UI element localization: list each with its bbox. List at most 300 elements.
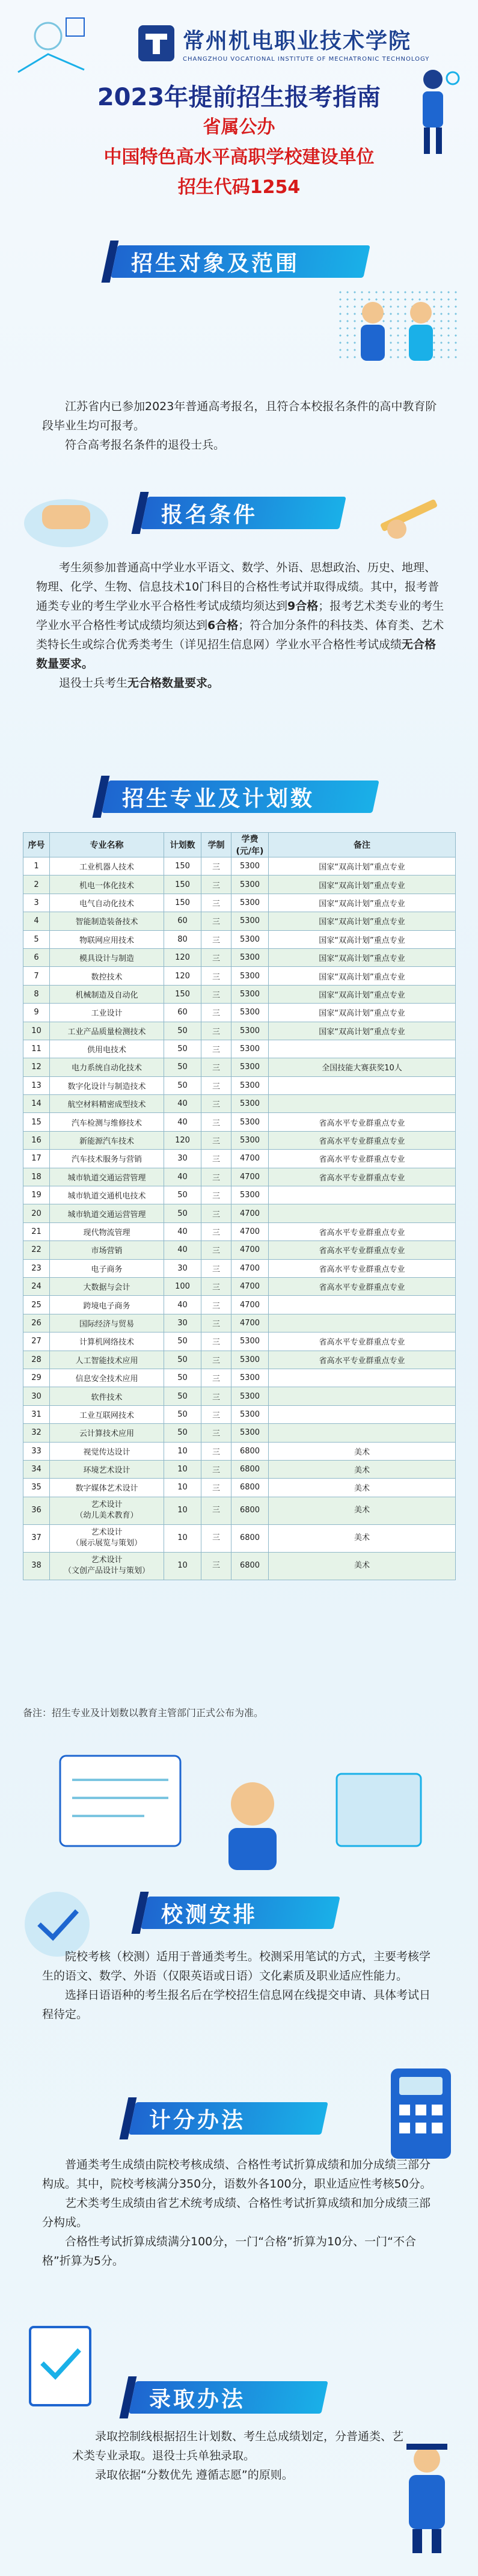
table-cell: 5300 xyxy=(231,930,269,948)
table-cell xyxy=(269,1204,456,1222)
paragraph: 江苏省内已参加2023年普通高考报名，且符合本校报名条件的高中教育阶段毕业生均可报考。 xyxy=(42,400,437,432)
table-cell xyxy=(269,1186,456,1204)
table-cell: 40 xyxy=(164,1222,201,1240)
table-cell: 三 xyxy=(201,1204,231,1222)
table-cell: 全国技能大赛获奖10人 xyxy=(269,1058,456,1076)
section-body-scoring xyxy=(42,2155,439,2271)
table-row xyxy=(23,1113,456,1131)
table-row xyxy=(23,1405,456,1423)
table-cell: 4700 xyxy=(231,1314,269,1332)
table-cell: 5300 xyxy=(231,985,269,1003)
table-cell: 10 xyxy=(23,1022,50,1040)
table-cell: 4700 xyxy=(231,1222,269,1240)
table-cell: 汽车技术服务与营销 xyxy=(50,1150,164,1168)
pencil-hand-icon xyxy=(373,481,451,547)
table-cell: 云计算技术应用 xyxy=(50,1424,164,1442)
table-cell: 30 xyxy=(164,1314,201,1332)
table-cell: 工业互联网技术 xyxy=(50,1405,164,1423)
table-cell: 37 xyxy=(23,1524,50,1552)
table-cell: 三 xyxy=(201,1004,231,1022)
table-cell: 省高水平专业群重点专业 xyxy=(269,1241,456,1259)
table-cell: 26 xyxy=(23,1314,50,1332)
table-cell: 4700 xyxy=(231,1241,269,1259)
table-cell: 城市轨道交通机电技术 xyxy=(50,1186,164,1204)
text-span: ；符合加分条件的科技类、体育类、艺术类特长生或综合优秀类考生（详见招生信息网）学业水平合格性考试成绩 xyxy=(36,619,444,651)
table-cell: 31 xyxy=(23,1405,50,1423)
table-cell: 13 xyxy=(23,1076,50,1094)
table-row xyxy=(23,1241,456,1259)
bold-text: 6合格 xyxy=(207,619,239,632)
table-row xyxy=(23,1058,456,1076)
table-cell: 三 xyxy=(201,1387,231,1405)
table-cell: 三 xyxy=(201,1369,231,1387)
table-cell: 5300 xyxy=(231,1351,269,1369)
table-cell: 5300 xyxy=(231,1405,269,1423)
table-cell: 50 xyxy=(164,1369,201,1387)
table-cell: 80 xyxy=(164,930,201,948)
table-cell xyxy=(269,1076,456,1094)
section-body-conditions xyxy=(36,558,445,693)
table-row xyxy=(23,1150,456,1168)
table-row xyxy=(23,1076,456,1094)
subtitle-line-3: 招生代码1254 xyxy=(177,177,301,198)
table-cell: 5300 xyxy=(231,1076,269,1094)
table-cell: 省高水平专业群重点专业 xyxy=(269,1351,456,1369)
section-title-admission: 录取办法 xyxy=(149,2387,246,2412)
table-header-cell: 学制 xyxy=(201,833,231,857)
table-cell: 美术 xyxy=(269,1479,456,1497)
table-cell: 省高水平专业群重点专业 xyxy=(269,1277,456,1295)
table-cell: 视觉传达设计 xyxy=(50,1442,164,1460)
table-row xyxy=(23,1040,456,1058)
table-cell: 国家“双高计划”重点专业 xyxy=(269,876,456,894)
header xyxy=(0,0,478,216)
table-cell: 市场营销 xyxy=(50,1241,164,1259)
table-cell: 三 xyxy=(201,1405,231,1423)
table-cell: 16 xyxy=(23,1131,50,1149)
table-cell: 150 xyxy=(164,985,201,1003)
table-row xyxy=(23,894,456,912)
table-cell: 三 xyxy=(201,1040,231,1058)
section-banner-targets xyxy=(114,241,367,283)
table-cell: 国家“双高计划”重点专业 xyxy=(269,948,456,966)
table-cell: 三 xyxy=(201,967,231,985)
table-cell: 4700 xyxy=(231,1150,269,1168)
table-row xyxy=(23,1424,456,1442)
table-row xyxy=(23,1296,456,1314)
table-cell: 5300 xyxy=(231,948,269,966)
text-span: 考生须参加普通高中学业水平语文、数学、外语、思想政治、历史、地理、物理、化学、生物、信息技术10门科目的合格性考试并取得成绩。其中，报考普通类专业的考生学业水平合格性考试成绩均须达到 xyxy=(36,561,440,613)
table-cell xyxy=(269,1040,456,1058)
table-cell: 省高水平专业群重点专业 xyxy=(269,1150,456,1168)
table-row xyxy=(23,1332,456,1351)
table-row xyxy=(23,1314,456,1332)
table-cell: 40 xyxy=(164,1095,201,1113)
table-cell: 三 xyxy=(201,1332,231,1351)
table-cell: 50 xyxy=(164,1204,201,1222)
table-cell: 5300 xyxy=(231,1369,269,1387)
table-cell: 50 xyxy=(164,1022,201,1040)
table-header-cell: 序号 xyxy=(23,833,50,857)
table-cell: 5300 xyxy=(231,1040,269,1058)
section-banner-scoring xyxy=(132,2097,325,2139)
table-cell: 美术 xyxy=(269,1460,456,1478)
paragraph xyxy=(36,558,445,673)
table-cell: 5300 xyxy=(231,967,269,985)
table-cell: 美术 xyxy=(269,1442,456,1460)
table-cell: 国家“双高计划”重点专业 xyxy=(269,857,456,876)
table-cell: 2 xyxy=(23,876,50,894)
table-cell xyxy=(269,1095,456,1113)
table-cell: 50 xyxy=(164,1424,201,1442)
table-cell: 6800 xyxy=(231,1460,269,1478)
table-cell: 三 xyxy=(201,1314,231,1332)
table-cell: 省高水平专业群重点专业 xyxy=(269,1259,456,1277)
table-cell: 30 xyxy=(23,1387,50,1405)
table-cell: 国家“双高计划”重点专业 xyxy=(269,930,456,948)
table-cell: 5300 xyxy=(231,1131,269,1149)
table-cell: 150 xyxy=(164,894,201,912)
table-cell: 三 xyxy=(201,1058,231,1076)
section-body-test xyxy=(42,1947,439,2024)
table-cell: 5300 xyxy=(231,912,269,930)
table-cell: 三 xyxy=(201,985,231,1003)
table-cell: 19 xyxy=(23,1186,50,1204)
table-cell: 50 xyxy=(164,1076,201,1094)
table-cell: 9 xyxy=(23,1004,50,1022)
table-cell: 29 xyxy=(23,1369,50,1387)
table-cell: 汽车检测与维修技术 xyxy=(50,1113,164,1131)
table-cell: 25 xyxy=(23,1296,50,1314)
table-cell: 10 xyxy=(164,1479,201,1497)
paragraph: 录取依据“分数优先 遵循志愿”的原则。 xyxy=(95,2468,293,2482)
table-cell: 三 xyxy=(201,1150,231,1168)
table-cell: 50 xyxy=(164,1332,201,1351)
table-cell: 3 xyxy=(23,894,50,912)
table-cell: 6800 xyxy=(231,1524,269,1552)
table-cell: 跨境电子商务 xyxy=(50,1296,164,1314)
table-cell: 三 xyxy=(201,1460,231,1478)
table-row xyxy=(23,985,456,1003)
paragraph: 选择日语语种的考生报名后在学校招生信息网在线提交申请、具体考试日程待定。 xyxy=(42,1989,431,2021)
table-cell: 38 xyxy=(23,1552,50,1580)
table-cell: 10 xyxy=(164,1460,201,1478)
table-cell: 5300 xyxy=(231,1186,269,1204)
table-row xyxy=(23,1369,456,1387)
table-row xyxy=(23,1222,456,1240)
table-cell: 21 xyxy=(23,1222,50,1240)
table-cell: 7 xyxy=(23,967,50,985)
college-emblem-icon xyxy=(138,25,174,61)
table-cell: 50 xyxy=(164,1351,201,1369)
bold-text: 9合格 xyxy=(287,600,319,613)
paragraph: 普通类考生成绩由院校考核成绩、合格性考试折算成绩和加分成绩三部分构成。其中，院校考核满分350分，语数外各100分，职业适应性考核50分。 xyxy=(42,2158,432,2191)
table-row xyxy=(23,1387,456,1405)
table-cell: 美术 xyxy=(269,1524,456,1552)
table-row xyxy=(23,1004,456,1022)
table-header-cell: 计划数 xyxy=(164,833,201,857)
table-cell: 工业机器人技术 xyxy=(50,857,164,876)
table-cell: 23 xyxy=(23,1259,50,1277)
table-cell: 4700 xyxy=(231,1259,269,1277)
text-span: 退役士兵考生 xyxy=(59,676,128,690)
table-cell: 6800 xyxy=(231,1479,269,1497)
section-title-scoring: 计分办法 xyxy=(149,2108,246,2133)
table-cell: 智能制造装备技术 xyxy=(50,912,164,930)
college-name: 常州机电职业技术学院 xyxy=(183,29,412,54)
table-cell: 50 xyxy=(164,1387,201,1405)
table-cell: 4700 xyxy=(231,1277,269,1295)
hands-illustration-icon xyxy=(18,481,114,553)
table-cell: 环境艺术设计 xyxy=(50,1460,164,1478)
table-cell: 国家“双高计划”重点专业 xyxy=(269,1022,456,1040)
table-cell: 大数据与会计 xyxy=(50,1277,164,1295)
exam-illustration xyxy=(48,1738,439,1876)
table-cell: 三 xyxy=(201,1168,231,1186)
table-cell xyxy=(269,1424,456,1442)
table-cell: 人工智能技术应用 xyxy=(50,1351,164,1369)
table-cell: 三 xyxy=(201,1131,231,1149)
table-cell xyxy=(269,1405,456,1423)
table-cell: 三 xyxy=(201,876,231,894)
table-cell: 17 xyxy=(23,1150,50,1168)
table-cell: 城市轨道交通运营管理 xyxy=(50,1204,164,1222)
table-cell: 27 xyxy=(23,1332,50,1351)
people-illustration-icon xyxy=(337,283,457,379)
section-title-conditions: 报名条件 xyxy=(161,502,258,527)
subtitle-line-1: 省属公办 xyxy=(203,117,275,138)
table-cell: 三 xyxy=(201,1241,231,1259)
document-check-icon xyxy=(18,2321,102,2411)
table-cell: 三 xyxy=(201,1259,231,1277)
table-cell: 三 xyxy=(201,1351,231,1369)
section-banner-test xyxy=(144,1892,337,1934)
paragraph: 艺术类考生成绩由省艺术统考成绩、合格性考试折算成绩和加分成绩三部分构成。 xyxy=(42,2197,431,2229)
table-cell: 100 xyxy=(164,1277,201,1295)
calculator-icon xyxy=(379,2062,463,2165)
page-title: 2023年提前招生报考指南 xyxy=(97,84,381,111)
table-cell: 城市轨道交通运营管理 xyxy=(50,1168,164,1186)
table-row xyxy=(23,1497,456,1524)
table-header-cell: 学费(元/年) xyxy=(231,833,269,857)
table-cell: 电力系统自动化技术 xyxy=(50,1058,164,1076)
table-cell: 现代物流管理 xyxy=(50,1222,164,1240)
table-cell: 10 xyxy=(164,1552,201,1580)
table-cell: 8 xyxy=(23,985,50,1003)
table-cell: 50 xyxy=(164,1058,201,1076)
table-cell: 国际经济与贸易 xyxy=(50,1314,164,1332)
table-cell: 5300 xyxy=(231,1424,269,1442)
table-cell: 三 xyxy=(201,1442,231,1460)
table-cell: 40 xyxy=(164,1296,201,1314)
table xyxy=(23,832,456,1580)
table-cell: 5300 xyxy=(231,1004,269,1022)
table-cell: 电子商务 xyxy=(50,1259,164,1277)
table-cell: 60 xyxy=(164,912,201,930)
table-cell: 150 xyxy=(164,857,201,876)
table-cell: 120 xyxy=(164,967,201,985)
table-cell: 信息安全技术应用 xyxy=(50,1369,164,1387)
table-cell: 14 xyxy=(23,1095,50,1113)
table-cell: 20 xyxy=(23,1204,50,1222)
table-cell: 艺术设计 （展示展览与策划） xyxy=(50,1524,164,1552)
table-cell: 60 xyxy=(164,1004,201,1022)
person-figure-icon xyxy=(406,66,460,156)
table-cell: 计算机网络技术 xyxy=(50,1332,164,1351)
table-cell: 工业设计 xyxy=(50,1004,164,1022)
table-cell: 三 xyxy=(201,1277,231,1295)
table-cell: 省高水平专业群重点专业 xyxy=(269,1131,456,1149)
table-cell: 三 xyxy=(201,948,231,966)
table-cell: 5300 xyxy=(231,1332,269,1351)
table-cell: 三 xyxy=(201,894,231,912)
table-cell: 艺术设计 （幼儿美术教育） xyxy=(50,1497,164,1524)
table-cell: 5300 xyxy=(231,876,269,894)
table-cell: 三 xyxy=(201,930,231,948)
table-cell: 10 xyxy=(164,1524,201,1552)
table-cell: 40 xyxy=(164,1113,201,1131)
table-cell: 40 xyxy=(164,1241,201,1259)
table-cell: 10 xyxy=(164,1497,201,1524)
table-cell: 32 xyxy=(23,1424,50,1442)
table-note: 备注：招生专业及计划数以教育主管部门正式公布为准。 xyxy=(23,1707,264,1719)
section-body-admission xyxy=(72,2427,409,2485)
bold-text: 无合格数量要求。 xyxy=(36,638,437,670)
table-cell: 三 xyxy=(201,1497,231,1524)
table-cell: 50 xyxy=(164,1405,201,1423)
table-cell: 电气自动化技术 xyxy=(50,894,164,912)
table-cell: 34 xyxy=(23,1460,50,1478)
table-cell: 10 xyxy=(164,1442,201,1460)
table-cell: 24 xyxy=(23,1277,50,1295)
table-cell: 国家“双高计划”重点专业 xyxy=(269,1004,456,1022)
table-row xyxy=(23,948,456,966)
table-cell: 12 xyxy=(23,1058,50,1076)
table-cell: 省高水平专业群重点专业 xyxy=(269,1222,456,1240)
paragraph xyxy=(36,673,445,693)
table-cell: 150 xyxy=(164,876,201,894)
graduate-figure-icon xyxy=(391,2435,463,2556)
table-row xyxy=(23,1186,456,1204)
table-cell: 国家“双高计划”重点专业 xyxy=(269,894,456,912)
table-cell: 4700 xyxy=(231,1296,269,1314)
section-title-plan: 招生专业及计划数 xyxy=(122,786,315,811)
table-cell xyxy=(269,1387,456,1405)
table-cell: 三 xyxy=(201,1552,231,1580)
table-cell: 工业产品质量检测技术 xyxy=(50,1022,164,1040)
table-row xyxy=(23,967,456,985)
table-cell: 三 xyxy=(201,1424,231,1442)
table-row xyxy=(23,876,456,894)
table-cell: 5300 xyxy=(231,857,269,876)
paragraph: 符合高考报名条件的退役士兵。 xyxy=(65,438,225,452)
table-cell xyxy=(269,1296,456,1314)
bold-text: 无合格数量要求。 xyxy=(127,676,219,690)
table-cell: 15 xyxy=(23,1113,50,1131)
table-cell: 省高水平专业群重点专业 xyxy=(269,1332,456,1351)
table-cell: 4 xyxy=(23,912,50,930)
table-cell: 省高水平专业群重点专业 xyxy=(269,1168,456,1186)
section-banner-conditions xyxy=(144,492,343,534)
table-cell: 5 xyxy=(23,930,50,948)
table-cell: 机电一体化技术 xyxy=(50,876,164,894)
enrollment-plan-table xyxy=(23,832,456,1580)
table-cell: 6800 xyxy=(231,1497,269,1524)
table-cell: 国家“双高计划”重点专业 xyxy=(269,912,456,930)
table-cell: 数字化设计与制造技术 xyxy=(50,1076,164,1094)
table-row xyxy=(23,857,456,876)
decorative-lines-graphic xyxy=(12,12,96,84)
table-cell: 三 xyxy=(201,912,231,930)
table-row xyxy=(23,1022,456,1040)
table-cell: 40 xyxy=(164,1168,201,1186)
table-row xyxy=(23,1460,456,1478)
table-cell: 6 xyxy=(23,948,50,966)
section-banner-admission xyxy=(132,2376,325,2418)
table-cell: 三 xyxy=(201,1095,231,1113)
table-cell: 30 xyxy=(164,1150,201,1168)
table-cell: 11 xyxy=(23,1040,50,1058)
table-row xyxy=(23,1277,456,1295)
table-row xyxy=(23,1479,456,1497)
table-cell: 三 xyxy=(201,1222,231,1240)
table-row xyxy=(23,1095,456,1113)
table-row xyxy=(23,1168,456,1186)
table-cell: 5300 xyxy=(231,1113,269,1131)
table-cell: 物联网应用技术 xyxy=(50,930,164,948)
table-row xyxy=(23,930,456,948)
section-banner-plan xyxy=(105,776,376,818)
college-logo xyxy=(138,24,429,63)
table-header-cell: 备注 xyxy=(269,833,456,857)
table-cell: 5300 xyxy=(231,1058,269,1076)
table-cell: 机械制造及自动化 xyxy=(50,985,164,1003)
table-cell: 三 xyxy=(201,1296,231,1314)
table-cell: 三 xyxy=(201,1186,231,1204)
table-cell: 30 xyxy=(164,1259,201,1277)
table-cell: 6800 xyxy=(231,1442,269,1460)
table-cell: 120 xyxy=(164,948,201,966)
table-cell xyxy=(269,1314,456,1332)
table-header-cell: 专业名称 xyxy=(50,833,164,857)
subtitle-line-2: 中国特色高水平高职学校建设单位 xyxy=(103,147,375,168)
table-cell: 国家“双高计划”重点专业 xyxy=(269,967,456,985)
table-cell: 数字媒体艺术设计 xyxy=(50,1479,164,1497)
text-span: ；报考艺术类专业的考生学业水平合格性考试成绩均须达到 xyxy=(36,600,444,632)
paragraph: 合格性考试折算成绩满分100分，一门“合格”折算为10分、一门“不合格”折算为5分。 xyxy=(42,2235,416,2268)
table-cell: 数控技术 xyxy=(50,967,164,985)
table-cell: 美术 xyxy=(269,1552,456,1580)
table-row xyxy=(23,1552,456,1580)
table-cell: 省高水平专业群重点专业 xyxy=(269,1113,456,1131)
table-cell: 5300 xyxy=(231,1022,269,1040)
table-row xyxy=(23,912,456,930)
college-name-en: CHANGZHOU VOCATIONAL INSTITUTE OF MECHATRONIC TECHNOLOGY xyxy=(183,56,430,63)
table-cell: 5300 xyxy=(231,894,269,912)
table-cell: 33 xyxy=(23,1442,50,1460)
section-body-targets xyxy=(42,397,439,455)
table-row xyxy=(23,1259,456,1277)
table-cell: 三 xyxy=(201,1076,231,1094)
table-cell: 18 xyxy=(23,1168,50,1186)
table-cell: 5300 xyxy=(231,1387,269,1405)
table-cell: 5300 xyxy=(231,1095,269,1113)
table-row xyxy=(23,1524,456,1552)
table-row xyxy=(23,1204,456,1222)
table-cell: 120 xyxy=(164,1131,201,1149)
table-cell: 4700 xyxy=(231,1168,269,1186)
section-title-targets: 招生对象及范围 xyxy=(131,251,300,276)
